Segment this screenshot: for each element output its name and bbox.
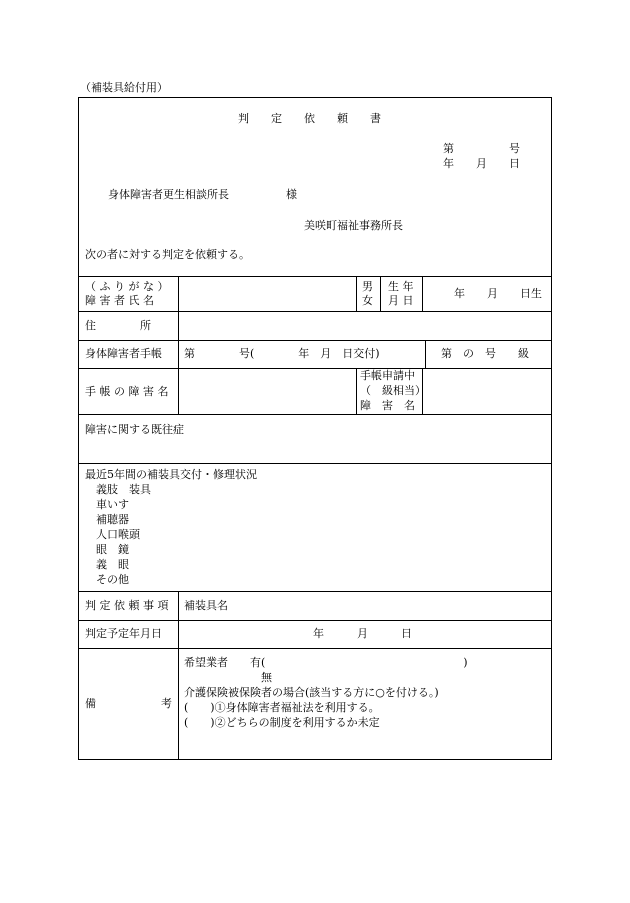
insurance-option-1: ( )①身体障害者福祉法を利用する。 [184, 701, 380, 714]
remarks-label: 備 [85, 697, 96, 710]
row-divider [78, 414, 552, 415]
handbook-label: 身体障害者手帳 [85, 347, 162, 360]
birth-label: 生 年 [388, 280, 414, 293]
row-divider [78, 591, 552, 592]
list-item: 補聴器 [96, 513, 129, 526]
scheduled-date-label: 判定予定年月日 [85, 627, 162, 640]
addressee: 身体障害者更生相談所長 [108, 188, 229, 201]
row-divider [78, 368, 552, 369]
name-label: 障 害 者 氏 名 [85, 294, 154, 307]
column-divider [356, 276, 357, 311]
handbook-number-field: 第 号( 年 月 日交付) [184, 347, 380, 360]
form-title: 判 定 依 頼 書 [238, 112, 381, 125]
sex-female: 女 [362, 294, 373, 307]
row-divider [78, 463, 552, 464]
list-item: 車いす [96, 498, 129, 511]
list-item: その他 [96, 573, 129, 586]
equipment-status-title: 最近5年間の補装具交付・修理状況 [85, 468, 257, 481]
document-date: 年 月 日 [443, 157, 520, 170]
address-label: 住 所 [85, 319, 151, 332]
column-divider [422, 276, 423, 311]
column-divider [178, 276, 179, 414]
device-name-field: 補装具名 [184, 599, 228, 612]
column-divider [425, 340, 426, 368]
insurance-option-2: ( )②どちらの制度を利用するか未定 [184, 716, 380, 729]
remarks-label-2: 考 [161, 697, 172, 710]
column-divider [178, 591, 179, 760]
request-text: 次の者に対する判定を依頼する。 [85, 248, 250, 261]
request-item-label: 判 定 依 頼 事 項 [85, 599, 169, 612]
insurance-note: 介護保険被保険者の場合(該当する方に○を付ける。) [184, 686, 439, 699]
sex-male: 男 [362, 280, 373, 293]
birth-label-2: 月 日 [388, 294, 414, 307]
disability-name-label: 手 帳 の 障 害 名 [85, 385, 169, 398]
scheduled-date-field: 年 月 日 [313, 627, 412, 640]
list-item: 眼 鏡 [96, 543, 129, 556]
preferred-vendor-line: 希望業者 有( ) [184, 656, 468, 669]
preferred-vendor-none: 無 [184, 671, 272, 684]
row-divider [78, 620, 552, 621]
row-divider [78, 648, 552, 649]
list-item: 義肢 装具 [96, 483, 151, 496]
sender: 美咲町福祉事務所長 [304, 219, 403, 232]
birth-date-field: 年 月 日生 [454, 287, 542, 300]
applying-grade: （ 級相当） [360, 384, 426, 397]
form-type-note: （補装具給付用） [80, 81, 168, 94]
handbook-grade-field: 第 の 号 級 [441, 347, 529, 360]
applying-label: 手帳申請中 [360, 369, 415, 382]
row-divider [78, 340, 552, 341]
equipment-status-list [96, 482, 151, 587]
column-divider [356, 368, 357, 414]
medical-history-label: 障害に関する既往症 [85, 423, 184, 436]
list-item: 義 眼 [96, 558, 129, 571]
column-divider [380, 276, 381, 311]
honorific: 様 [286, 188, 297, 201]
document-number: 第 号 [443, 142, 520, 155]
row-divider [78, 276, 552, 277]
remarks-content [184, 655, 468, 730]
list-item: 人口喉頭 [96, 528, 140, 541]
row-divider [78, 311, 552, 312]
applying-disability-name: 障 害 名 [360, 399, 415, 412]
name-label-furigana: （ ふ り が な ） [85, 280, 169, 293]
